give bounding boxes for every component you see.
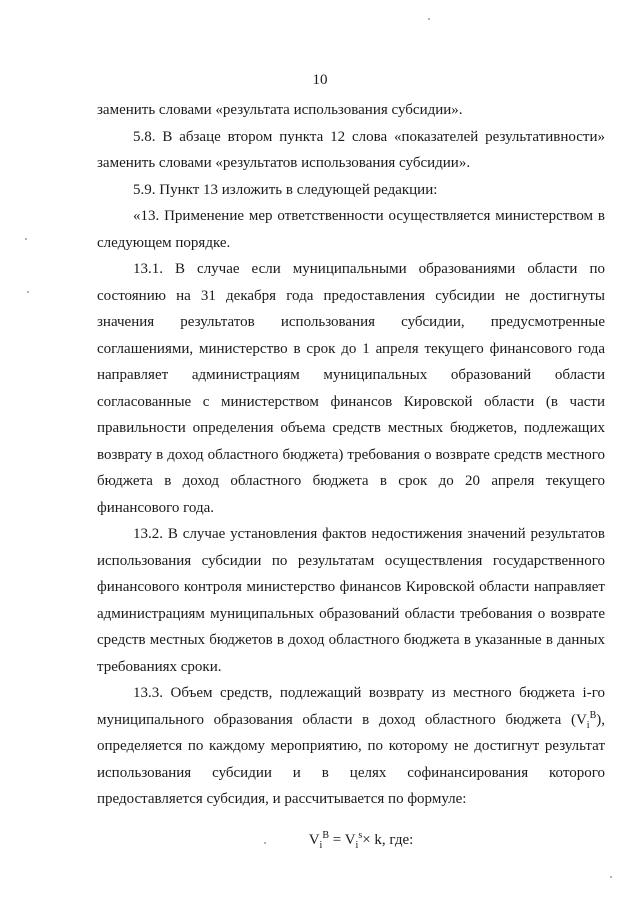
paragraph-13-3	[97, 680, 605, 813]
page-number: 10	[312, 72, 328, 88]
paragraph-13-3-text-start: 13.3. Объем средств, подлежащий возврату из местного бюджета i-го муниципального образования области в доход областного бюджета (	[97, 685, 605, 728]
paragraph-13-3-text-end: ), определяется по каждому мероприятию, по которому не достигнут результат использования субсидии и в целях софинансирования которого предоставляется субсидия, и рассчитывается по формуле:	[97, 711, 605, 807]
scan-speck	[25, 238, 27, 240]
scan-speck	[264, 842, 266, 844]
paragraph-5-8: 5.8. В абзаце втором пункта 12 слова «показателей результативности» заменить словами «результатов использования субсидии».	[97, 128, 605, 171]
paragraph-5-9: 5.9. Пункт 13 изложить в следующей редакции:	[133, 181, 438, 198]
formula: $V_i^B = V_i^s\times k$, где:	[308, 829, 414, 851]
scan-speck	[610, 876, 612, 878]
paragraph-continuation: заменить словами «результата использования субсидии».	[97, 102, 463, 118]
paragraph-13-1: 13.1. В случае если муниципальными образованиями области по состоянию на 31 декабря года предоставления субсидии не достигнуты значения результатов использования субсидии, предусмотренные соглашениями, министерство в срок до 1 апреля текущего финансового года направляет администрациям муниципальных образований области согласованные с министерством финансов Кировской области (в части правильности определения объема средств местных бюджетов, подлежащих возврату в доход областного бюджета) требования о возврате средств местного бюджета в доход областного бюджета в срок до 20 апреля текущего финансового года.	[97, 261, 605, 516]
paragraph-13: «13. Применение мер ответственности осуществляется министерством в следующем порядке.	[97, 208, 605, 251]
scan-speck	[428, 18, 430, 20]
paragraph-13-2: 13.2. В случае установления фактов недостижения значений результатов использования субсидии по результатам осуществления государственного финансового контроля министерство финансов Кировской области направляет администрациям муниципальных образований области требования о возврате средств местных бюджетов в доход областного бюджета в указанные в данных требованиях сроки.	[97, 526, 605, 675]
volume-symbol: $V_i^B$	[575, 709, 597, 731]
scan-speck	[27, 291, 29, 293]
document-body	[97, 97, 605, 853]
